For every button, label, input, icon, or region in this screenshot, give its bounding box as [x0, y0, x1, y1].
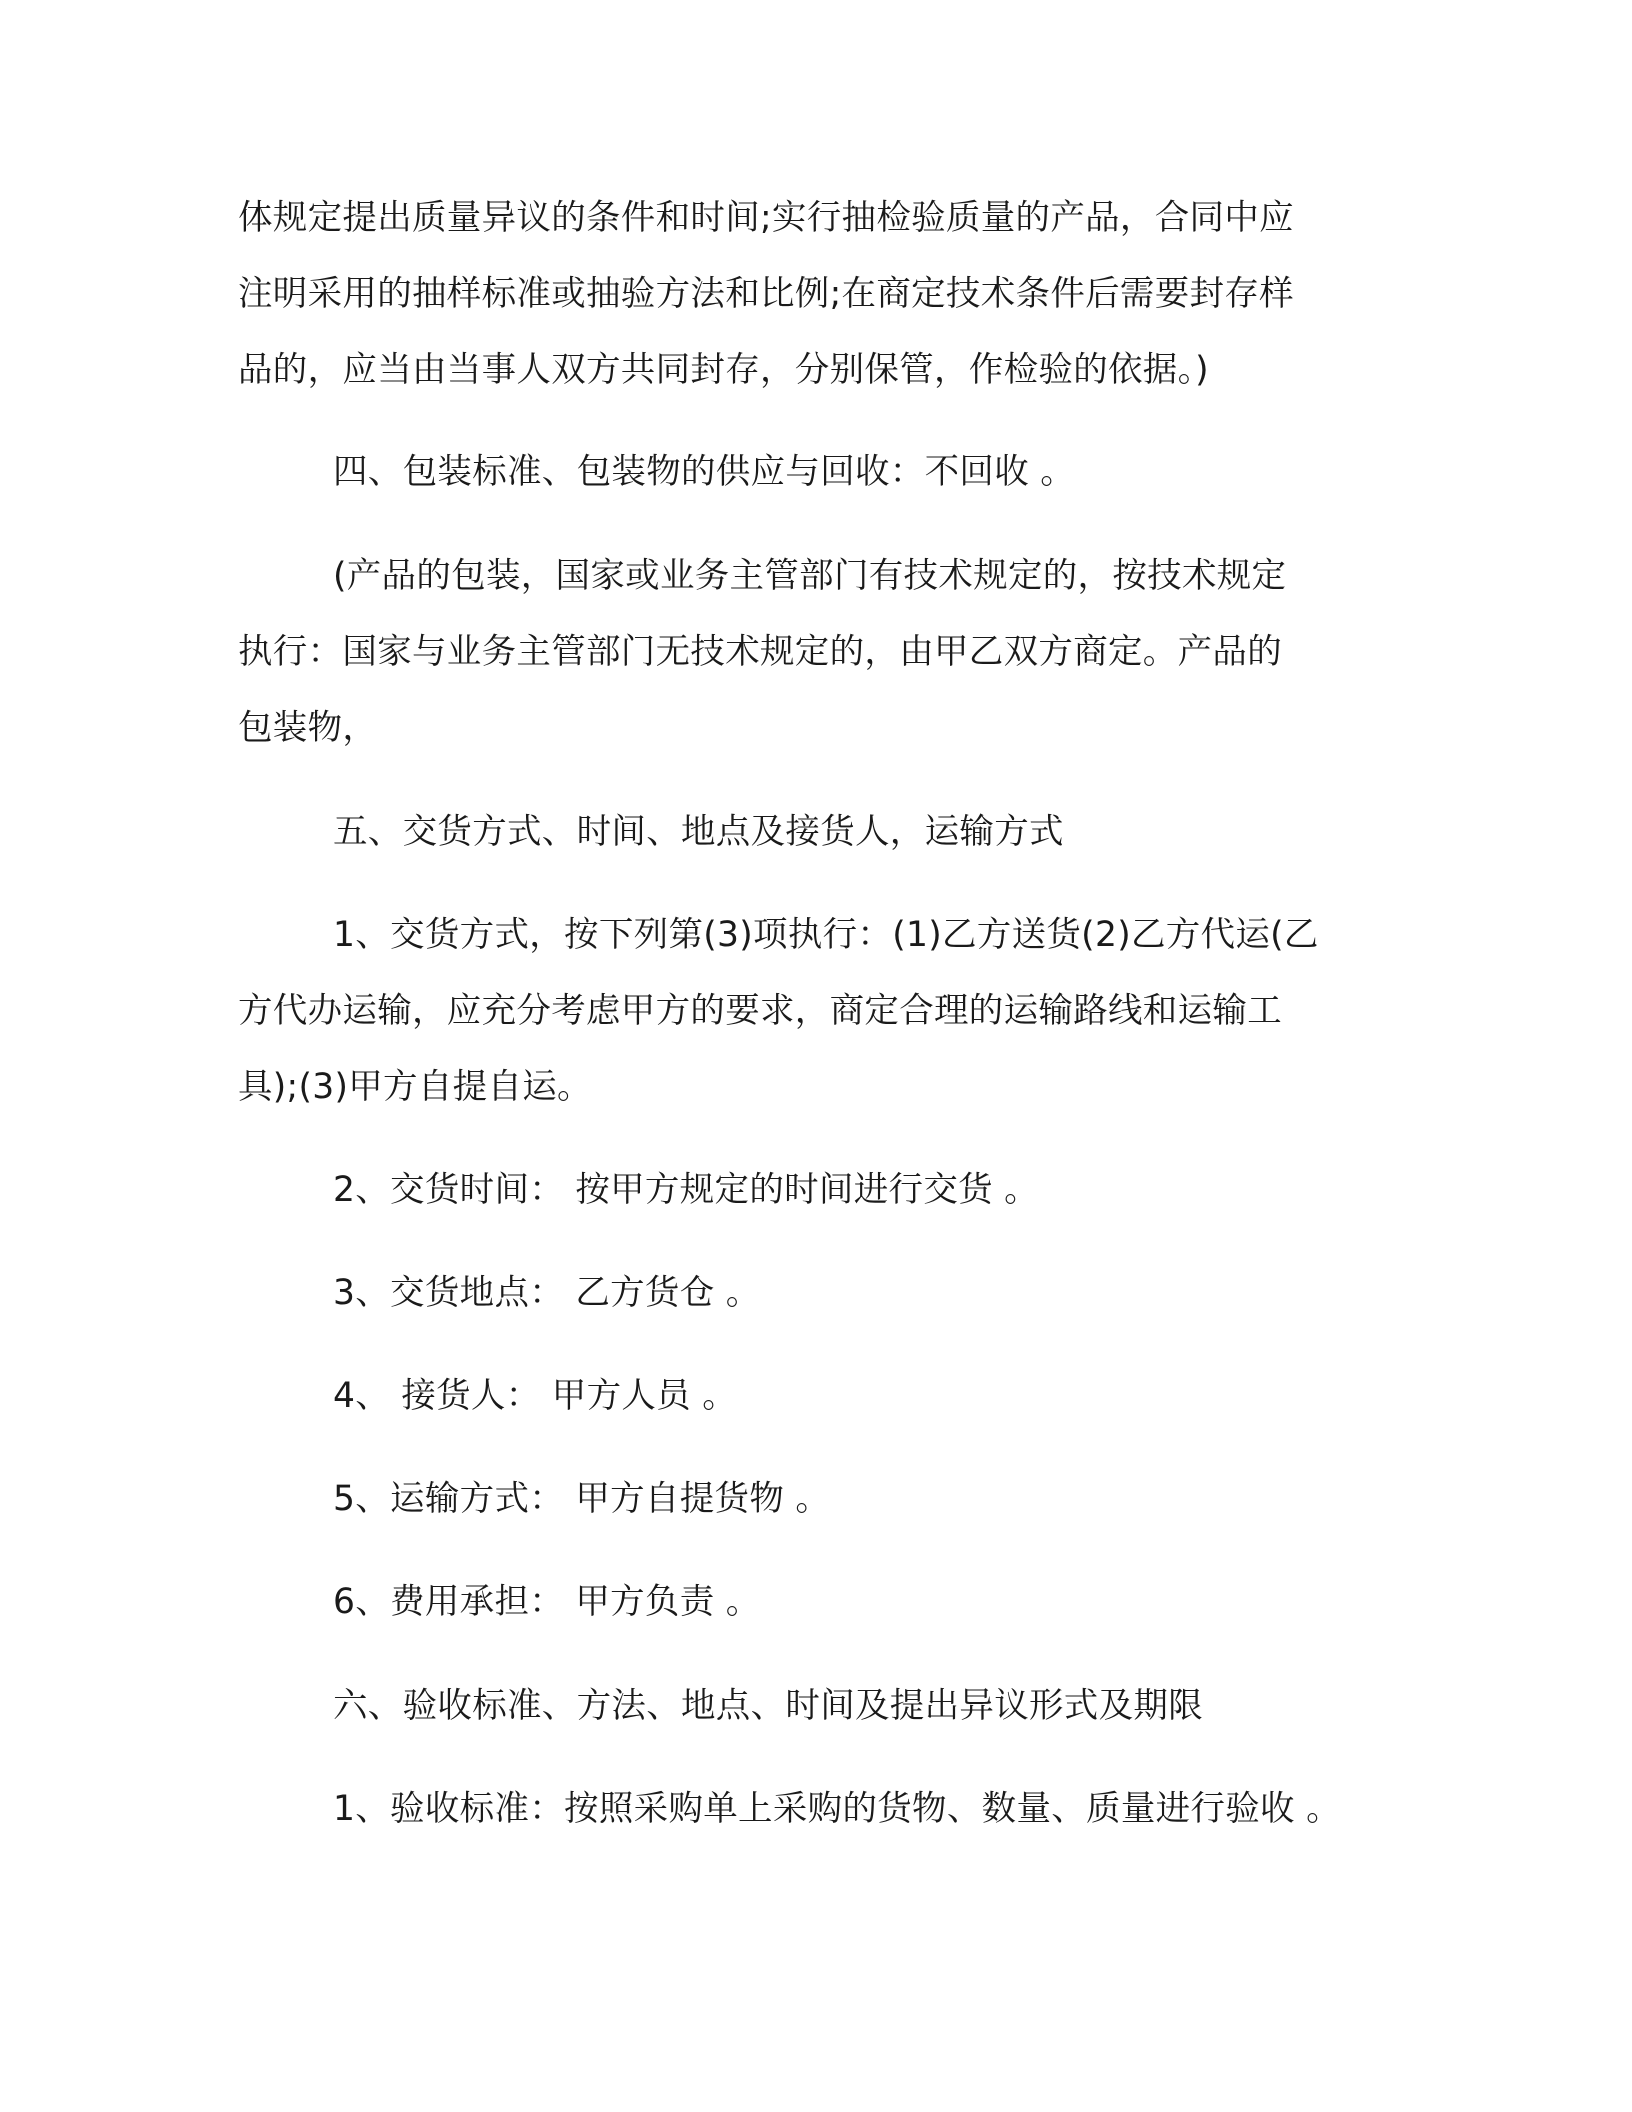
text-line: (产品的包装，国家或业务主管部门有技术规定的，按技术规定: [333, 556, 1287, 596]
section-heading: 六、验收标准、方法、地点、时间及提出异议形式及期限: [333, 1686, 1203, 1726]
list-item: 1、验收标准：按照采购单上采购的货物、数量、质量进行验收 。: [333, 1789, 1341, 1829]
text-line: 体规定提出质量异议的条件和时间;实行抽检验质量的产品，合同中应: [238, 198, 1294, 238]
list-item: 3、交货地点： 乙方货仓 。: [333, 1273, 761, 1313]
section-heading: 四、包装标准、包装物的供应与回收：不回收 。: [333, 452, 1076, 492]
list-item: 4、 接货人： 甲方人员 。: [333, 1376, 738, 1416]
text-line: 品的，应当由当事人双方共同封存，分别保管，作检验的依据。): [238, 350, 1209, 390]
text-line: 注明采用的抽样标准或抽验方法和比例;在商定技术条件后需要封存样: [238, 274, 1294, 314]
list-item: 5、运输方式： 甲方自提货物 。: [333, 1479, 831, 1519]
text-line: 执行：国家与业务主管部门无技术规定的，由甲乙双方商定。产品的: [238, 632, 1282, 672]
section-heading: 五、交货方式、时间、地点及接货人，运输方式: [333, 812, 1064, 852]
text-line: 具);(3)甲方自提自运。: [238, 1067, 592, 1107]
text-line: 1、交货方式，按下列第(3)项执行：(1)乙方送货(2)乙方代运(乙: [333, 915, 1319, 955]
text-line: 包装物，: [238, 708, 378, 748]
list-item: 2、交货时间： 按甲方规定的时间进行交货 。: [333, 1170, 1039, 1210]
text-line: 方代办运输，应充分考虑甲方的要求，商定合理的运输路线和运输工: [238, 991, 1282, 1031]
list-item: 6、费用承担： 甲方负责 。: [333, 1582, 761, 1622]
